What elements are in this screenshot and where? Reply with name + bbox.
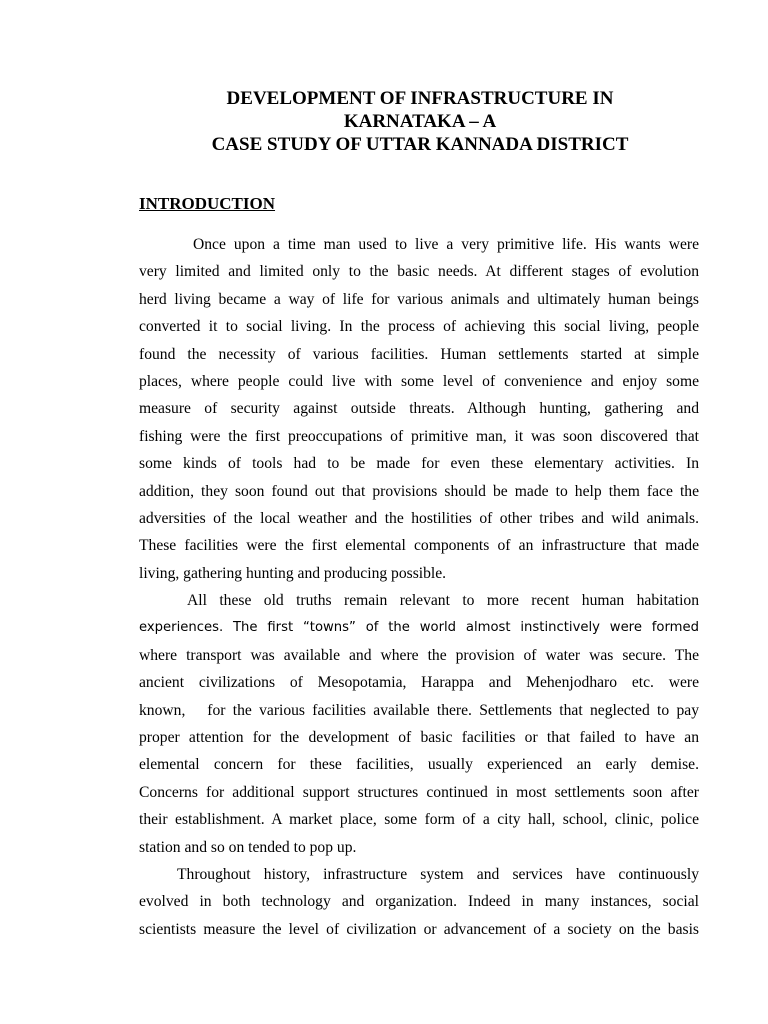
paragraph-line: places, where people could live with some level of convenience and enjoy some: [139, 372, 699, 390]
paragraph-line: addition, they soon found out that provisions should be made to help them face the: [139, 482, 699, 500]
paragraph-line: experiences. The first “towns” of the world almost instinctively were formed: [139, 620, 699, 636]
paragraph-line: very limited and limited only to the basic needs. At different stages of evolution: [139, 263, 699, 281]
document-title-line-1: DEVELOPMENT OF INFRASTRUCTURE IN: [226, 88, 614, 109]
paragraph-line: Concerns for additional support structures continued in most settlements soon after: [139, 783, 699, 801]
paragraph-line: ancient civilizations of Mesopotamia, Harappa and Mehenjodharo etc. were: [139, 674, 699, 692]
paragraph-line: proper attention for the development of basic facilities or that failed to have an: [139, 729, 699, 747]
paragraph-line: All these old truths remain relevant to more recent human habitation: [187, 592, 699, 610]
paragraph-line: measure of security against outside threats. Although hunting, gathering and: [139, 400, 699, 418]
paragraph-line: where transport was available and where the provision of water was secure. The: [139, 646, 699, 664]
paragraph-line: found the necessity of various facilities. Human settlements started at simple: [139, 345, 699, 363]
paragraph-line: elemental concern for these facilities, usually experienced an early demise.: [139, 756, 699, 774]
paragraph-3: [139, 861, 699, 943]
paragraph-line: their establishment. A market place, some form of a city hall, school, clinic, police: [139, 811, 699, 829]
body-text: [139, 231, 699, 943]
paragraph-line: some kinds of tools had to be made for even these elementary activities. In: [139, 455, 699, 473]
paragraph-2: [139, 587, 699, 861]
paragraph-line: known, for the various facilities available there. Settlements that neglected to pay: [139, 701, 699, 719]
paragraph-1: [139, 231, 699, 587]
paragraph-line: converted it to social living. In the process of achieving this social living, people: [139, 318, 699, 336]
paragraph-line: These facilities were the first elemental components of an infrastructure that made: [139, 537, 699, 555]
paragraph-line: Throughout history, infrastructure system and services have continuously: [177, 865, 699, 883]
paragraph-line: herd living became a way of life for various animals and ultimately human beings: [139, 290, 699, 308]
paragraph-line: scientists measure the level of civilization or advancement of a society on the basis: [139, 920, 699, 938]
section-heading: INTRODUCTION: [139, 194, 276, 213]
paragraph-line: fishing were the first preoccupations of primitive man, it was soon discovered that: [139, 427, 699, 445]
paragraph-line: living, gathering hunting and producing possible.: [139, 564, 447, 582]
paragraph-line: station and so on tended to pop up.: [139, 838, 357, 856]
paragraph-line: Once upon a time man used to live a very primitive life. His wants were: [193, 236, 699, 253]
paragraph-line: adversities of the local weather and the hostilities of other tribes and wild animals.: [139, 509, 699, 527]
paragraph-line: evolved in both technology and organization. Indeed in many instances, social: [139, 893, 699, 911]
document-title-line-3: CASE STUDY OF UTTAR KANNADA DISTRICT: [211, 134, 629, 155]
document-title-line-2: KARNATAKA – A: [343, 111, 497, 132]
